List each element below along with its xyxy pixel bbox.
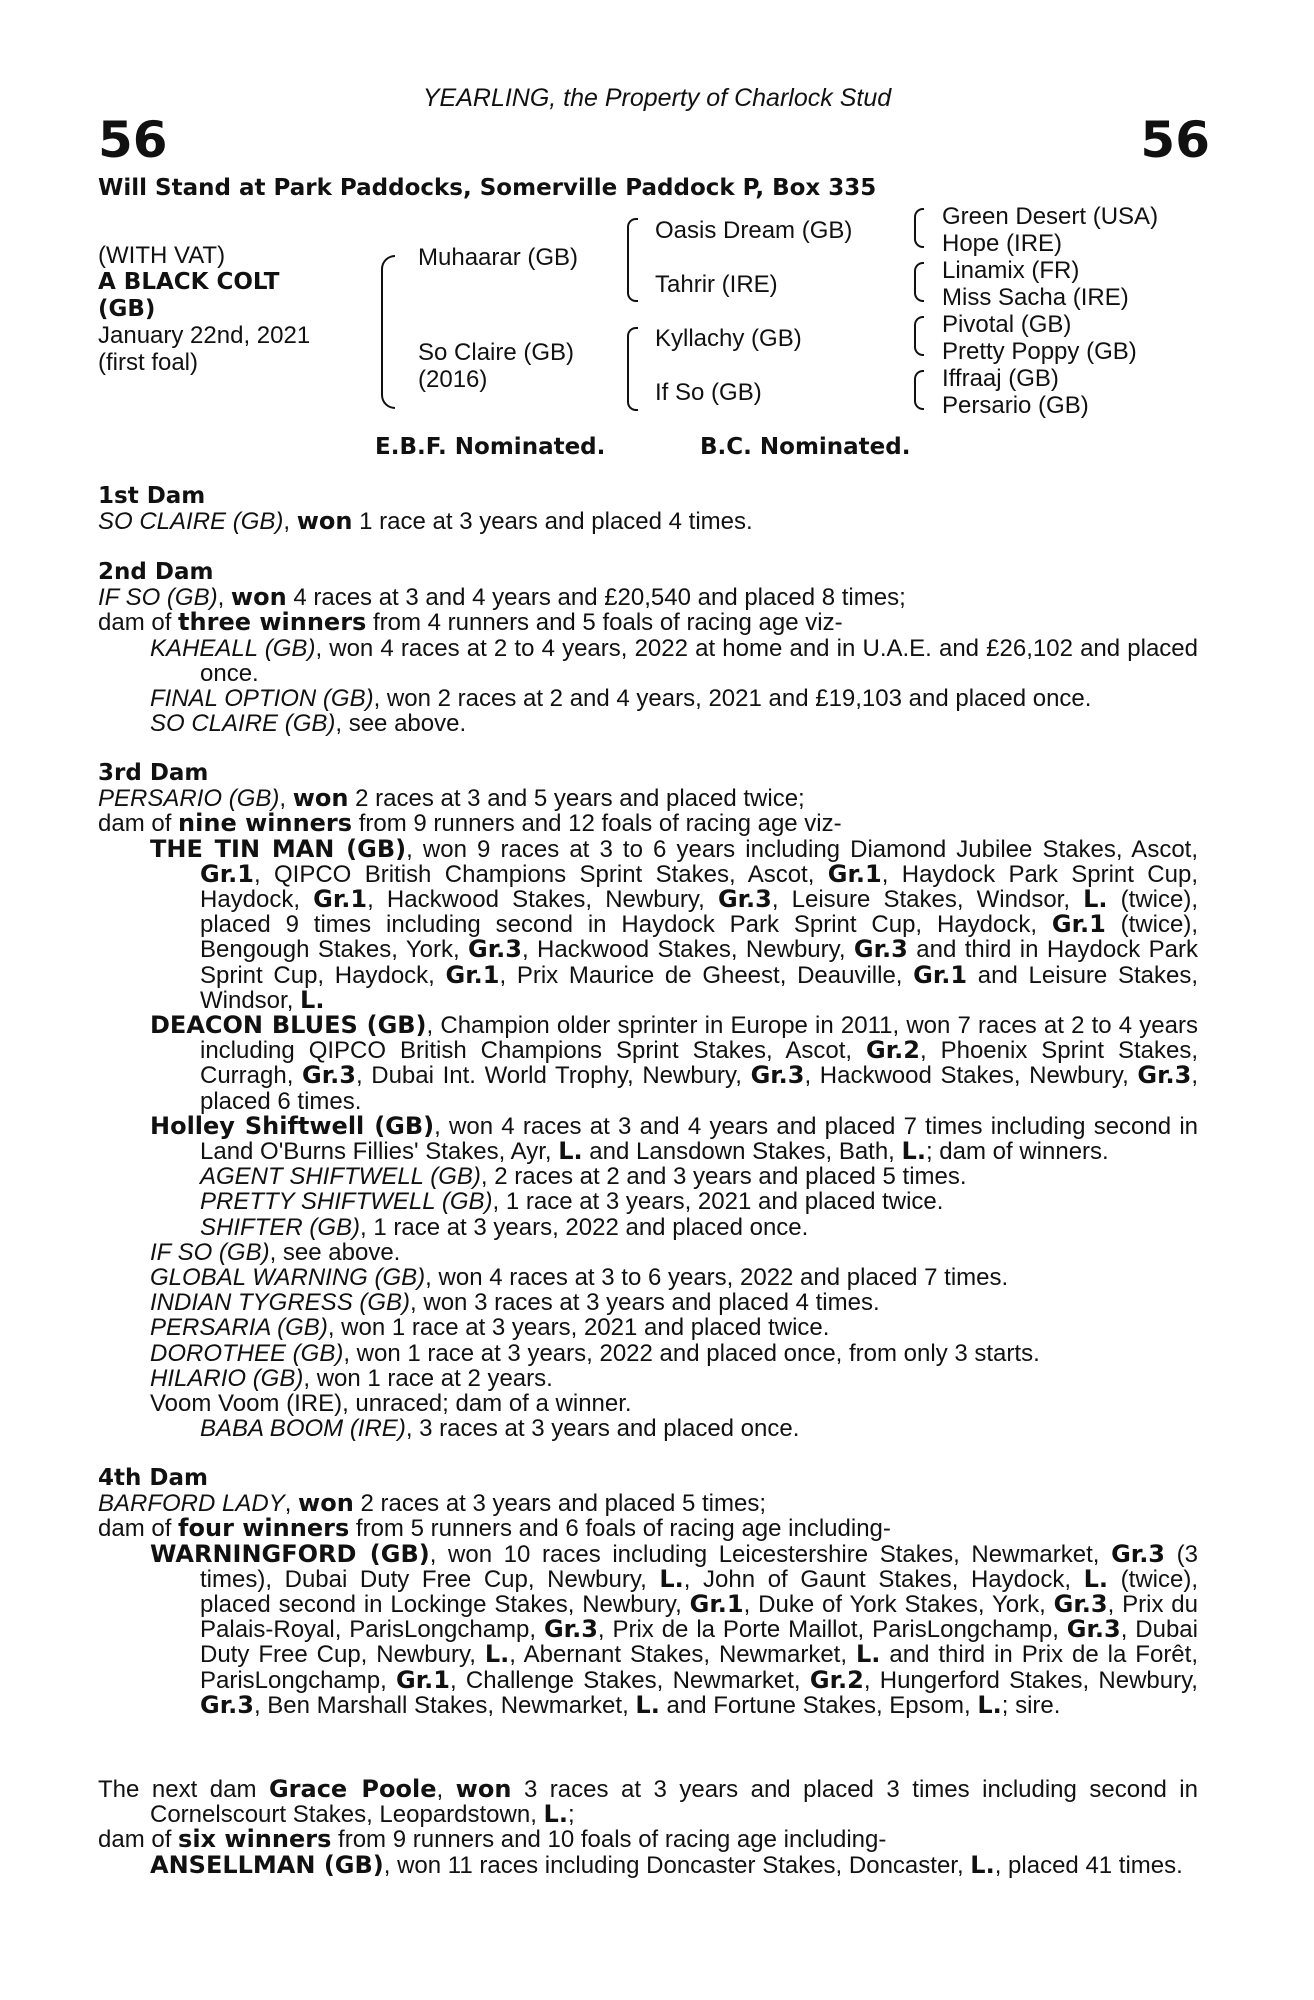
progeny-entry: Voom Voom (IRE), unraced; dam of a winner. [150,1390,632,1418]
pedigree-brace-1 [914,208,924,248]
pedigree-brace-dam [627,327,638,411]
progeny-entry: SHIFTER (GB), 1 race at 3 years, 2022 and placed once. [200,1213,809,1241]
lot-number-right: 56 [1140,111,1210,169]
section-heading: 4th Dam [98,1465,208,1491]
ped-ssd: Hope (IRE) [942,230,1063,257]
section-heading: 1st Dam [98,483,206,509]
sire: Muhaarar (GB) [418,244,579,271]
foaling-date: January 22nd, 2021 [98,322,311,349]
progeny-entry: BABA BOOM (IRE), 3 races at 3 years and placed once. [200,1415,800,1443]
progeny-entry: THE TIN MAN (GB), won 9 races at 3 to 6 years including Diamond Jubilee Stakes, Ascot, Gr.1, QIPCO British Champions Sprint Stakes, Ascot, Gr.1, Haydock Park Sprint Cup, Haydock, Gr.1, Hackwood Stakes, Newbury, Gr.3, Leisure Stakes, Windsor, L. (twice), placed 9 times including second in Haydock Park Sprint Cup, Haydock, Gr.1 (twice), Bengough Stakes, York, Gr.3, Hackwood Stakes, Newbury, Gr.3 and third in Haydock Park Sprint Cup, Haydock, Gr.1, Prix Maurice de Gheest, Deauville, Gr.1 and Leisure Stakes, Windsor, L. [150,834,1199,1014]
dam-of-line: dam of four winners from 5 runners and 6 foals of racing age including- [98,1514,891,1543]
pedigree-brace-4 [914,370,924,410]
section-heading: 3rd Dam [98,760,209,786]
dam-section-3 [98,761,1198,1441]
ebf-nomination: E.B.F. Nominated. [375,434,606,460]
catalogue-header: YEARLING, the Property of Charlock Stud [422,84,892,112]
progeny-entry: GLOBAL WARNING (GB), won 4 races at 3 to 6 years, 2022 and placed 7 times. [150,1264,1009,1292]
ped-dss: Pivotal (GB) [942,311,1072,338]
progeny-entry: HILARIO (GB), won 1 race at 2 years. [150,1364,553,1392]
dam-sire: Kyllachy (GB) [655,325,802,352]
progeny-entry: Holley Shiftwell (GB), won 4 races at 3 and 4 years and placed 7 times including second in Land O'Burns Fillies' Stakes, Ayr, L. and Lansdown Stakes, Bath, L.; dam of winners. [150,1111,1198,1166]
dam-line: PERSARIO (GB), won 2 races at 3 and 5 years and placed twice; [98,784,805,813]
dam-of-line: dam of six winners from 9 runners and 10 foals of racing age including- [98,1825,887,1854]
stand-location: Will Stand at Park Paddocks, Somerville Paddock P, Box 335 [98,175,877,201]
next-dam-section [98,1777,1198,1878]
ped-dds: Iffraaj (GB) [942,365,1059,392]
horse-suffix: (GB) [98,296,156,322]
section-heading: 2nd Dam [98,559,214,585]
progeny-entry: FINAL OPTION (GB), won 2 races at 2 and 4 years, 2021 and £19,103 and placed once. [150,685,1092,713]
dam-section-4 [98,1466,1198,1718]
progeny-entry: WARNINGFORD (GB), won 10 races including Leicestershire Stakes, Newmarket, Gr.3 (3 times), Dubai Duty Free Cup, Newbury, L., John of Gaunt Stakes, Haydock, L. (twice), placed second in Lockinge Stakes, Newbury, Gr.1, Duke of York Stakes, York, Gr.3, Prix du Palais-Royal, ParisLongchamp, Gr.3, Prix de la Porte Maillot, ParisLongchamp, Gr.3, Dubai Duty Free Cup, Newbury, L., Abernant Stakes, Newmarket, L. and third in Prix de la Forêt, ParisLongchamp, Gr.1, Challenge Stakes, Newmarket, Gr.2, Hungerford Stakes, Newbury, Gr.3, Ben Marshall Stakes, Newmarket, L. and Fortune Stakes, Epsom, L.; sire. [150,1539,1199,1719]
sire-dam: Tahrir (IRE) [655,271,778,298]
dam-line: IF SO (GB), won 4 races at 3 and 4 years and £20,540 and placed 8 times; [98,583,906,612]
pedigree-brace-main [381,255,395,409]
progeny-entry: ANSELLMAN (GB), won 11 races including Doncaster Stakes, Doncaster, L., placed 41 times. [150,1850,1183,1879]
progeny-entry: DEACON BLUES (GB), Champion older sprinter in Europe in 2011, won 7 races at 2 to 4 years including QIPCO British Champions Sprint Stakes, Ascot, Gr.2, Phoenix Sprint Stakes, Curragh, Gr.3, Dubai Int. World Trophy, Newbury, Gr.3, Hackwood Stakes, Newbury, Gr.3, placed 6 times. [150,1011,1199,1115]
progeny-entry: INDIAN TYGRESS (GB), won 3 races at 3 years and placed 4 times. [150,1289,880,1317]
dam-year: (2016) [418,366,488,393]
pedigree-brace-sire [627,218,638,302]
dam-of-line: dam of nine winners from 9 runners and 12 foals of racing age viz- [98,809,842,838]
progeny-entry: AGENT SHIFTWELL (GB), 2 races at 2 and 3 years and placed 5 times. [200,1163,967,1191]
progeny-entry: KAHEALL (GB), won 4 races at 2 to 4 years, 2022 at home and in U.A.E. and £26,102 and placed once. [150,634,1198,687]
pedigree-brace-3 [914,316,924,356]
progeny-entry: IF SO (GB), see above. [150,1238,401,1266]
progeny-entry: DOROTHEE (GB), won 1 race at 3 years, 2022 and placed once, from only 3 starts. [150,1339,1040,1367]
vat-note: (WITH VAT) [98,242,226,269]
dam-section-1 [98,484,1198,534]
dam: So Claire (GB) [418,339,575,366]
ped-dsd: Pretty Poppy (GB) [942,338,1137,365]
next-dam-line: The next dam Grace Poole, won 3 races at 3 years and placed 3 times including second in Cornelscourt Stakes, Leopardstown, L.; [98,1775,1198,1829]
dam-line: SO CLAIRE (GB), won 1 race at 3 years and placed 4 times. [98,507,753,536]
dam-section-2 [98,560,1198,736]
ped-sss: Green Desert (USA) [942,203,1159,230]
ped-sds: Linamix (FR) [942,257,1080,284]
bc-nomination: B.C. Nominated. [700,434,911,460]
ped-ddd: Persario (GB) [942,392,1089,419]
foal-note: (first foal) [98,349,199,376]
ped-sdd: Miss Sacha (IRE) [942,284,1129,311]
progeny-entry: PRETTY SHIFTWELL (GB), 1 race at 3 years, 2021 and placed twice. [200,1188,944,1216]
lot-number-left: 56 [98,111,168,169]
pedigree-brace-2 [914,262,924,302]
progeny-entry: PERSARIA (GB), won 1 race at 3 years, 2021 and placed twice. [150,1314,830,1342]
dam-line: BARFORD LADY, won 2 races at 3 years and placed 5 times; [98,1489,767,1518]
sire-sire: Oasis Dream (GB) [655,217,853,244]
progeny-entry: SO CLAIRE (GB), see above. [150,710,467,738]
horse-name: A BLACK COLT [98,269,280,295]
dam-of-line: dam of three winners from 4 runners and 5 foals of racing age viz- [98,608,843,637]
dam-dam: If So (GB) [655,379,762,406]
